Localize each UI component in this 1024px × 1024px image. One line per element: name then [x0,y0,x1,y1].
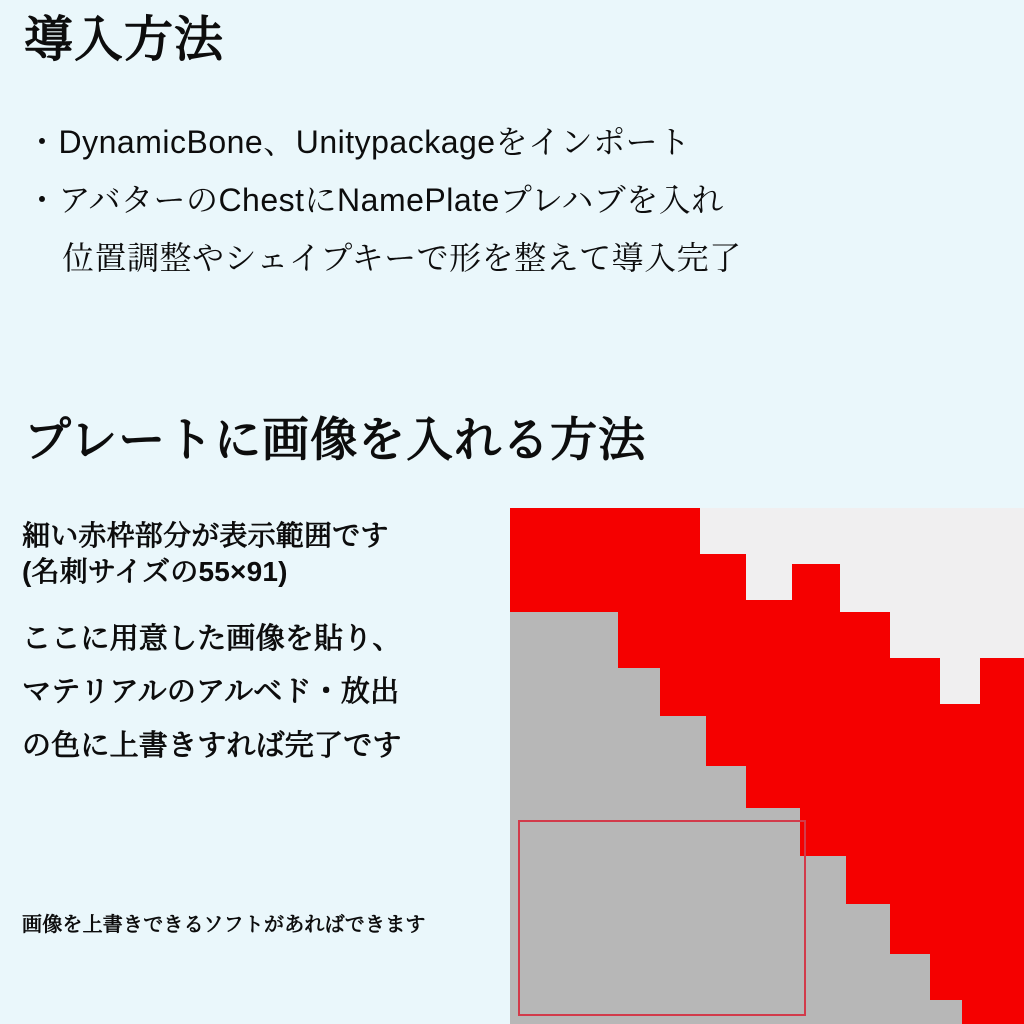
page-title-install: 導入方法 [24,13,225,67]
body-line: マテリアルのアルベド・放出 [22,676,400,709]
page-title-image-method: プレートに画像を入れる方法 [24,413,647,466]
display-range-frame [518,820,806,1016]
list-item: 位置調整やシェイプキーで形を整えて導入完了 [62,240,742,276]
note-line: (名刺サイズの55×91) [22,556,288,588]
body-line: ここに用意した画像を貼り、 [22,622,402,655]
body-line: の色に上書きすれば完了です [22,730,402,763]
note-line: 細い赤枠部分が表示範囲です [22,520,389,551]
install-steps-list [26,126,986,274]
image-method-description [22,518,502,774]
list-item: ・アバターのChestにNamePlateプレハブを入れ [26,182,724,218]
spacer [22,591,502,613]
list-item: ・DynamicBone、Unitypackageをインポート [26,124,691,160]
plate-texture-preview [510,508,1024,1024]
footnote-text: 画像を上書きできるソフトがあればできます [22,914,426,936]
